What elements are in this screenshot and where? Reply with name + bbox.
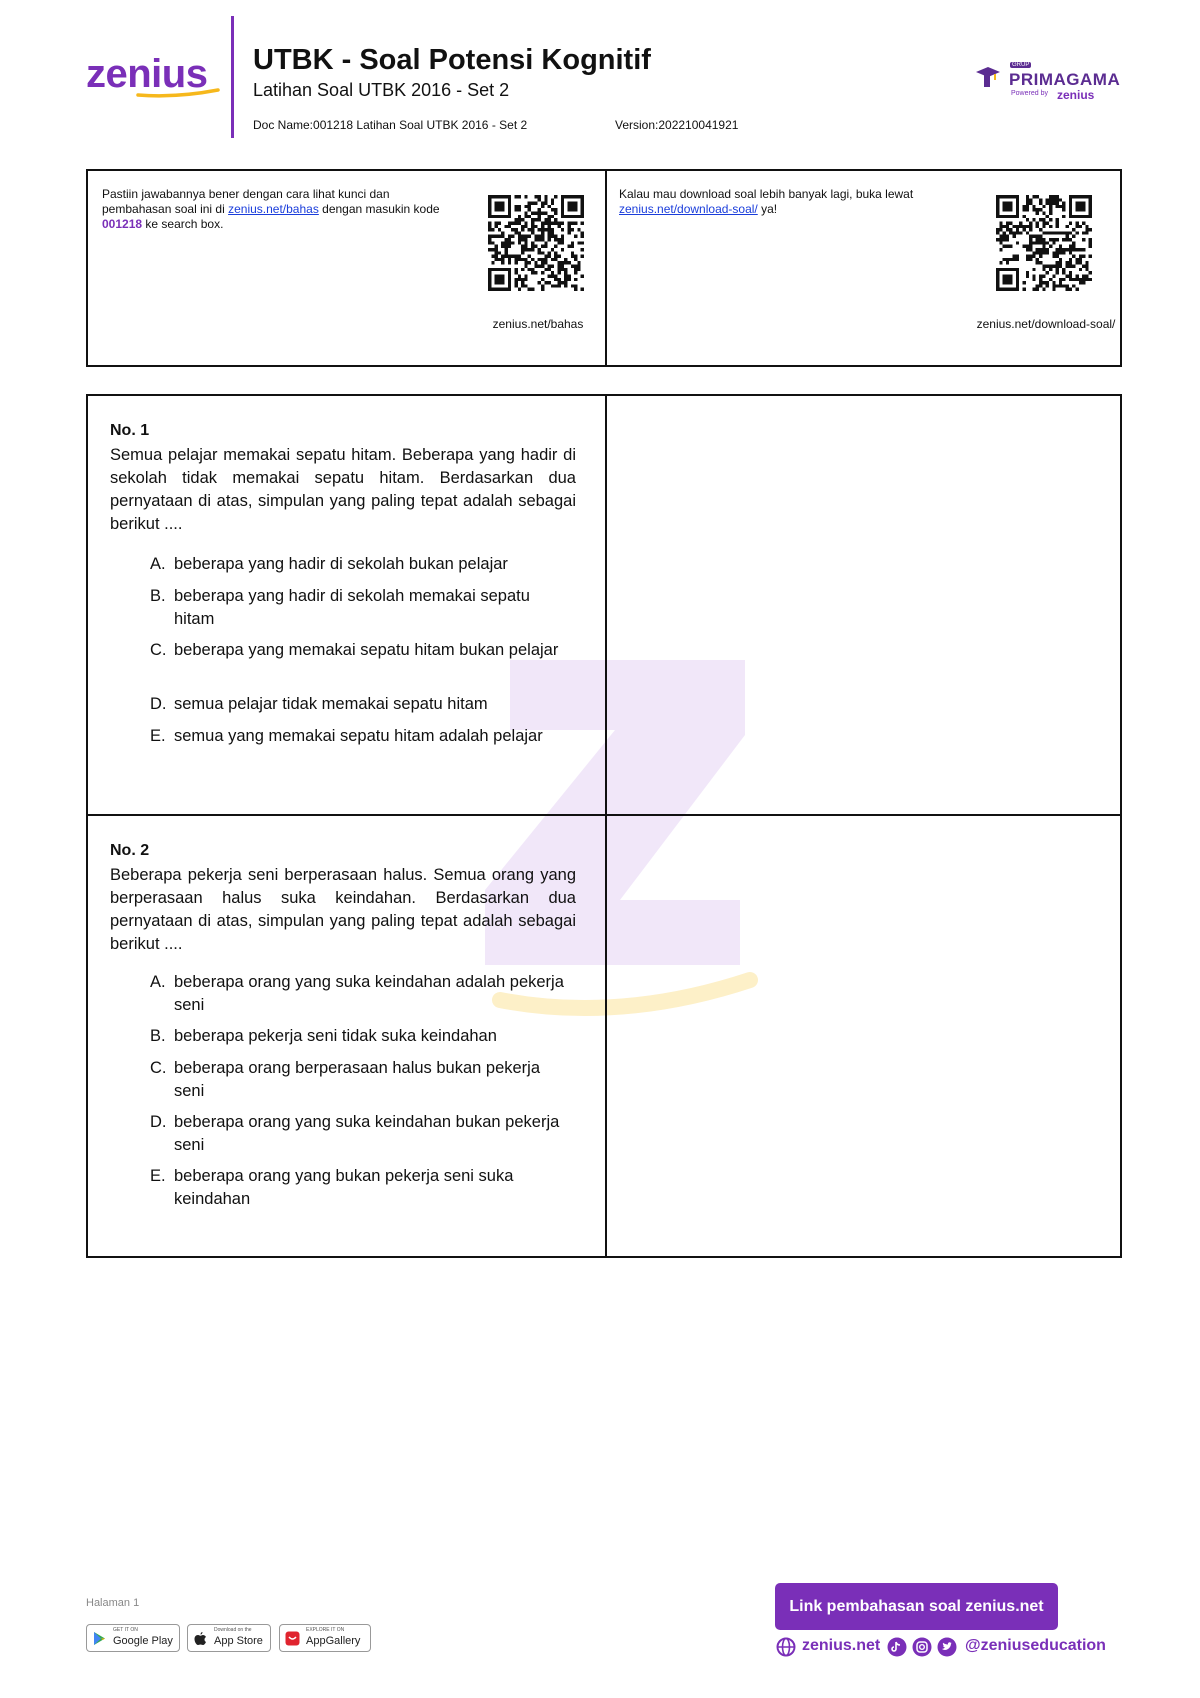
- social-handle[interactable]: @zeniuseducation: [965, 1637, 1106, 1654]
- question-number: No. 2: [110, 842, 150, 859]
- option-letter: B.: [150, 1027, 166, 1045]
- store-small-label: GET IT ON: [113, 1627, 138, 1633]
- option-letter: C.: [150, 1059, 167, 1077]
- logo-swoosh-icon: [136, 88, 220, 98]
- powered-by-zenius: zenius: [1057, 88, 1095, 102]
- google-play-button[interactable]: [86, 1624, 180, 1652]
- info-box: [86, 169, 1122, 367]
- question-table-vline: [605, 396, 607, 1256]
- option-text: beberapa orang yang bukan pekerja seni suka keindahan: [174, 1167, 514, 1208]
- store-name: AppGallery: [306, 1635, 361, 1647]
- page-number: Halaman 1: [86, 1597, 140, 1609]
- qr-caption-download: zenius.net/download-soal/: [976, 317, 1116, 331]
- question-number: No. 1: [110, 422, 150, 439]
- instagram-icon[interactable]: [912, 1637, 932, 1657]
- store-small-label: Download on the: [214, 1627, 252, 1633]
- store-small-label: EXPLORE IT ON: [306, 1627, 345, 1633]
- qr-caption-bahas: zenius.net/bahas: [492, 317, 584, 331]
- info-right-text: [619, 187, 979, 217]
- app-store-button[interactable]: [187, 1624, 271, 1652]
- info-right-text-2: ya!: [757, 202, 778, 216]
- header-divider: [231, 16, 234, 138]
- info-left-text-1: Pastiin jawabannya bener dengan cara lihat kunci dan pembahasan soal ini di: [102, 187, 390, 216]
- option-letter: A.: [150, 973, 166, 991]
- google-play-icon: [92, 1631, 107, 1646]
- info-right-text-1: Kalau mau download soal lebih banyak lagi, buka lewat: [619, 187, 914, 201]
- page-title: UTBK - Soal Potensi Kognitif: [253, 44, 651, 76]
- store-name: Google Play: [113, 1635, 173, 1647]
- graduation-cap-icon: [975, 64, 1001, 90]
- option-text: beberapa yang hadir di sekolah memakai sepatu hitam: [174, 587, 530, 628]
- primagama-logo: [975, 60, 1125, 106]
- qr-code-bahas[interactable]: [488, 195, 584, 291]
- doc-name: Doc Name:001218 Latihan Soal UTBK 2016 - Set 2: [253, 118, 528, 132]
- page-subtitle: Latihan Soal UTBK 2016 - Set 2: [253, 80, 510, 100]
- option-letter: E.: [150, 1167, 166, 1185]
- question-text: Beberapa pekerja seni berperasaan halus. Semua orang yang berperasaan halus suka keindahan. Berdasarkan dua pernyataan di atas, simpulan yang paling tepat adalah sebagai berikut ....: [110, 866, 576, 953]
- option-text: semua pelajar tidak memakai sepatu hitam: [174, 695, 488, 713]
- bahas-link[interactable]: zenius.net/bahas: [228, 202, 319, 216]
- option-text: beberapa orang berperasaan halus bukan pekerja seni: [174, 1059, 541, 1100]
- download-soal-link[interactable]: zenius.net/download-soal/: [619, 202, 758, 216]
- website-link[interactable]: zenius.net: [802, 1637, 881, 1654]
- doc-version: Version:202210041921: [615, 118, 739, 132]
- tiktok-icon[interactable]: [887, 1637, 907, 1657]
- twitter-icon[interactable]: [937, 1637, 957, 1657]
- question-table: [86, 394, 1122, 1258]
- pembahasan-link-button[interactable]: Link pembahasan soal zenius.net: [775, 1583, 1058, 1630]
- info-box-divider: [605, 171, 607, 365]
- store-name: App Store: [214, 1635, 263, 1647]
- globe-icon: [776, 1637, 796, 1657]
- question-table-hline: [88, 814, 1120, 816]
- option-text: beberapa orang yang suka keindahan adalah pekerja seni: [174, 973, 564, 1014]
- primagama-badge: GRUP: [1012, 62, 1030, 68]
- apple-icon: [193, 1631, 208, 1646]
- zenius-logo: zenius: [86, 52, 208, 96]
- option-letter: D.: [150, 1113, 167, 1131]
- option-letter: A.: [150, 555, 166, 573]
- option-text: beberapa yang memakai sepatu hitam bukan pelajar: [174, 641, 559, 659]
- option-letter: C.: [150, 641, 167, 659]
- primagama-name: PRIMAGAMA: [1009, 70, 1121, 89]
- option-text: beberapa orang yang suka keindahan bukan pekerja seni: [174, 1113, 560, 1154]
- qr-code-download[interactable]: [996, 195, 1092, 291]
- option-text: beberapa pekerja seni tidak suka keindahan: [174, 1027, 497, 1045]
- option-text: beberapa yang hadir di sekolah bukan pelajar: [174, 555, 508, 573]
- info-left-text-2: dengan masukin kode: [318, 202, 440, 216]
- option-letter: D.: [150, 695, 167, 713]
- info-left-text-3: ke search box.: [142, 217, 224, 231]
- question-text: Semua pelajar memakai sepatu hitam. Beberapa yang hadir di sekolah tidak memakai sepatu hitam. Berdasarkan dua pernyataan di atas, simpulan yang paling tepat adalah sebagai berikut ....: [110, 446, 576, 533]
- doc-code: 001218: [102, 217, 143, 231]
- option-letter: E.: [150, 727, 166, 745]
- option-text: semua yang memakai sepatu hitam adalah pelajar: [174, 727, 543, 745]
- option-letter: B.: [150, 587, 166, 605]
- info-left-text: [102, 187, 462, 232]
- huawei-icon: [285, 1631, 300, 1646]
- app-gallery-button[interactable]: [279, 1624, 371, 1652]
- powered-by-label: Powered by: [1011, 90, 1048, 97]
